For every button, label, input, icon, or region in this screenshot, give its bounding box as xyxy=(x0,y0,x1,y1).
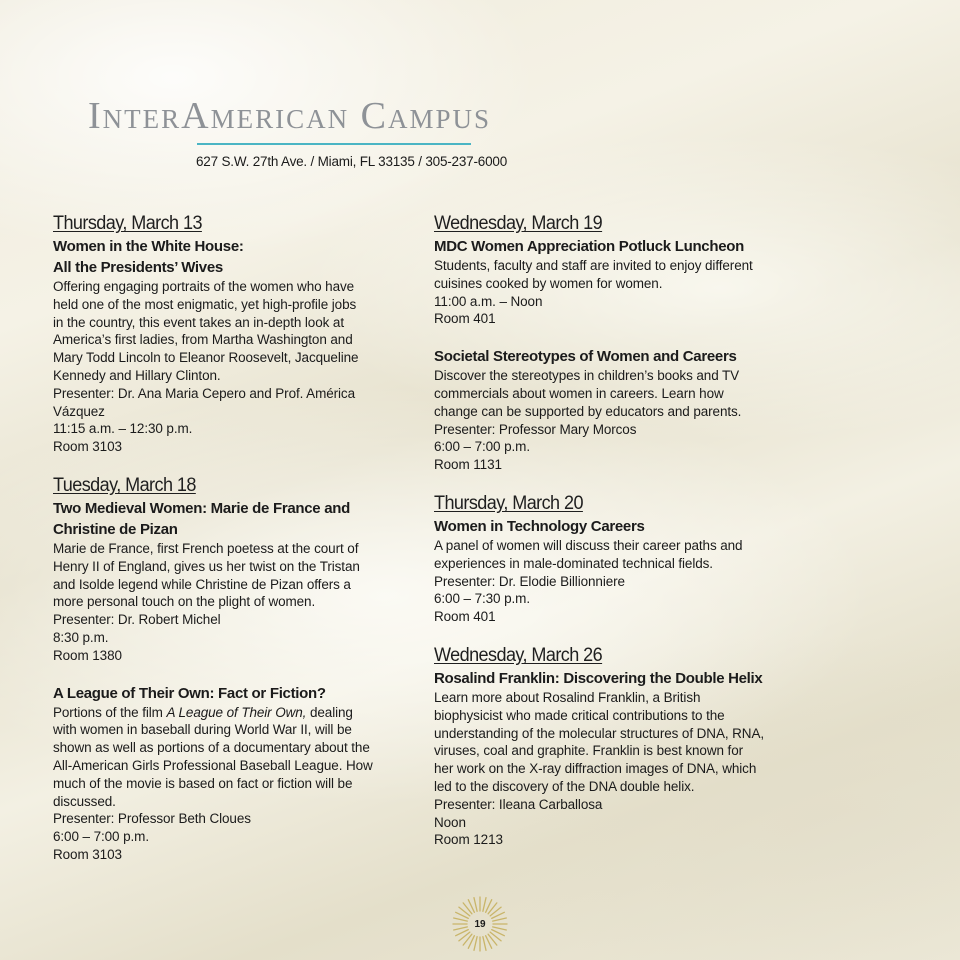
event-description-line: A panel of women will discuss their career paths and xyxy=(434,537,743,553)
section-spacer xyxy=(53,456,413,474)
event-date: Thursday, March 13 xyxy=(53,213,202,234)
event-title: Societal Stereotypes of Women and Careers xyxy=(434,348,737,366)
description-text: Portions of the film xyxy=(53,704,167,720)
event-description-line: and Isolde legend while Christine de Pizan offers a xyxy=(53,576,351,592)
event-block xyxy=(434,346,794,474)
event-title: Christine de Pizan xyxy=(53,520,178,538)
event-description-line: in the country, this event takes an in-depth look at xyxy=(53,314,344,330)
event-description-line: All-American Girls Professional Baseball League. How xyxy=(53,757,373,773)
event-presenter: Presenter: Ileana Carballosa xyxy=(434,796,603,812)
event-room: Room 401 xyxy=(434,609,496,625)
event-spacer xyxy=(434,328,794,346)
event-time: 11:15 a.m. – 12:30 p.m. xyxy=(53,421,193,437)
event-description-line: Discover the stereotypes in children’s books and TV xyxy=(434,368,740,384)
section-spacer xyxy=(434,474,794,492)
event-presenter: Presenter: Professor Mary Morcos xyxy=(434,421,637,437)
event-title: All the Presidents’ Wives xyxy=(53,259,223,276)
event-description-line: change can be supported by educators and parents. xyxy=(434,403,742,419)
event-description-line: Mary Todd Lincoln to Eleanor Roosevelt, Jacqueline xyxy=(53,350,359,366)
event-description-line: much of the movie is based on fact or fiction will be xyxy=(53,775,353,791)
description-text: dealing xyxy=(306,704,353,720)
section-spacer xyxy=(434,626,794,644)
event-block xyxy=(53,236,413,456)
right-column xyxy=(434,212,794,849)
event-time: 6:00 – 7:30 p.m. xyxy=(434,591,530,607)
event-title: Two Medieval Women: Marie de France and xyxy=(53,499,350,517)
event-presenter: Vázquez xyxy=(53,403,105,419)
event-description-line: Henry II of England, gives us her twist on the Tristan xyxy=(53,558,360,574)
event-description-line: more personal touch on the plight of women. xyxy=(53,594,316,610)
event-title: MDC Women Appreciation Potluck Luncheon xyxy=(434,238,744,255)
event-block xyxy=(434,236,794,328)
left-column xyxy=(53,212,413,864)
event-description-line: shown as well as portions of a documentary about the xyxy=(53,740,370,756)
event-description-line xyxy=(53,704,413,722)
event-description-line: Kennedy and Hillary Clinton. xyxy=(53,367,221,383)
event-time: 11:00 a.m. – Noon xyxy=(434,293,543,309)
event-block xyxy=(434,668,794,849)
event-date: Tuesday, March 18 xyxy=(53,474,196,496)
event-description-line: discussed. xyxy=(53,793,116,809)
event-description-line: commercials about women in careers. Learn how xyxy=(434,385,724,401)
event-room: Room 1131 xyxy=(434,457,502,473)
event-block xyxy=(434,516,794,626)
page-number: 19 xyxy=(474,918,486,930)
event-date: Wednesday, March 19 xyxy=(434,213,603,234)
event-room: Room 1213 xyxy=(434,832,503,848)
event-presenter: Presenter: Dr. Elodie Billionniere xyxy=(434,573,625,589)
event-description-line: her work on the X-ray diffraction images of DNA, which xyxy=(434,761,757,777)
event-presenter: Presenter: Dr. Ana Maria Cepero and Prof. América xyxy=(53,385,355,401)
event-description-line: Students, faculty and staff are invited to enjoy different xyxy=(434,258,753,273)
title-divider xyxy=(197,143,471,145)
event-time: 8:30 p.m. xyxy=(53,629,109,645)
event-title: Rosalind Franklin: Discovering the Double Helix xyxy=(434,669,763,687)
event-description-line: understanding of the molecular structures of DNA, RNA, xyxy=(434,725,765,741)
event-description-line: viruses, coal and graphite. Franklin is best known for xyxy=(434,743,744,759)
page-number-badge xyxy=(449,893,511,955)
event-description-line: led to the discovery of the DNA double helix. xyxy=(434,778,695,794)
event-description-line: with women in baseball during World War II, will be xyxy=(53,722,352,738)
event-description-line: cuisines cooked by women for women. xyxy=(434,275,663,291)
event-date: Thursday, March 20 xyxy=(434,492,583,514)
event-room: Room 1380 xyxy=(53,647,122,663)
event-description-line: Marie de France, first French poetess at the court of xyxy=(53,540,359,556)
event-title: A League of Their Own: Fact or Fiction? xyxy=(53,684,326,702)
event-spacer xyxy=(53,665,413,683)
event-description-line: America’s first ladies, from Martha Washington and xyxy=(53,332,353,348)
event-time: 6:00 – 7:00 p.m. xyxy=(53,829,149,845)
event-time: Noon xyxy=(434,814,466,830)
event-description-line: biophysicist who made critical contributions to the xyxy=(434,707,725,723)
event-description-line: Offering engaging portraits of the women who have xyxy=(53,279,355,294)
event-room: Room 3103 xyxy=(53,439,122,455)
event-presenter: Presenter: Dr. Robert Michel xyxy=(53,612,221,628)
event-title: Women in the White House: xyxy=(53,238,244,255)
event-room: Room 3103 xyxy=(53,846,122,862)
event-description-line: experiences in male-dominated technical fields. xyxy=(434,555,713,571)
event-time: 6:00 – 7:00 p.m. xyxy=(434,439,530,455)
campus-address: 627 S.W. 27th Ave. / Miami, FL 33135 / 305-237-6000 xyxy=(196,154,507,169)
event-description-line: held one of the most enigmatic, yet high-profile jobs xyxy=(53,296,357,312)
event-presenter: Presenter: Professor Beth Cloues xyxy=(53,811,251,827)
event-block xyxy=(53,683,413,864)
event-block xyxy=(53,498,413,665)
campus-title: InterAmerican Campus xyxy=(88,95,491,137)
event-description-line: Learn more about Rosalind Franklin, a British xyxy=(434,689,701,705)
event-title: Women in Technology Careers xyxy=(434,517,645,535)
event-date: Wednesday, March 26 xyxy=(434,644,603,666)
film-title: A League of Their Own, xyxy=(166,704,307,720)
event-room: Room 401 xyxy=(434,311,496,327)
